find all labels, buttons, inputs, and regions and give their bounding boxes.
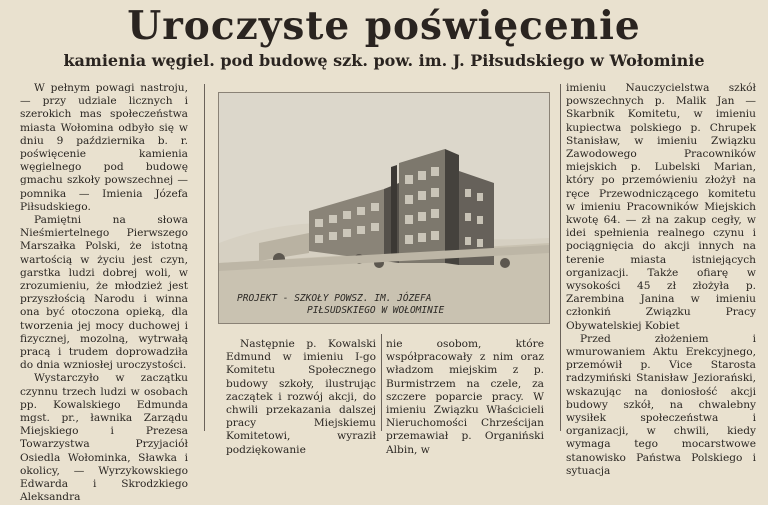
building-project-illustration: [218, 92, 550, 324]
article-column-1: [20, 82, 188, 505]
article-column-2: [226, 338, 376, 457]
page-title: Uroczyste poświęcenie: [127, 3, 641, 49]
paragraph: Wystarczyło w zaczątku czynnu trzech ludzi w osobach pp. Kowalskiego Edmunda mgst. pr., ławnika Zarządu Miejskiego i Prezesa Towarzystwa Przyjaciół Osiedla Wołominka, Sławka i okolicy, — Wyrzykowskiego Edwarda i Skrodzkiego Aleksandra: [20, 372, 188, 504]
paragraph: W pełnym powagi nastroju,— przy udziale licznych i szerokich mas społeczeństwa miasta Wołomina odbyło się w dniu 9 października b. r. poświęcenie kamienia węgielnego pod budowę gmachu szkoły powszechnej — pomnika — Imienia Józefa Piłsudskiego.: [20, 82, 188, 213]
paragraph: Pamiętni na słowa Nieśmiertelnego Pierwszego Marszałka Polski, że istotną wartością w życiu jest czyn, garstka ludzi dobrej woli, w zrozumieniu, że młodzież jest przyszłością Narodu i winna ona być otoczona opieką, dla tworzenia jej mocy duchowej i fizycznej, mozolną, wytrwałą pracą i trudem doprowadziła do dnia wzniosłej uroczystości.: [20, 214, 188, 372]
paragraph: Przed złożeniem i wmurowaniem Aktu Erekcyjnego, przemówił p. Vice Starosta radzymiński Stanisław Jeziorański, wskazując na doniosłość akcji budowy szkół, na chwalebny wysiłek społeczeństwa i organizacji, w chwili, kiedy wymaga tego mocarstwowe stanowisko Państwa Polskiego i sytuacja: [566, 332, 756, 477]
paragraph: nie osobom, które współpracowały z nim oraz władzom miejskim z p. Burmistrzem na czele, za szczere poparcie pracy. W imieniu Związku Właścicieli Nieruchomości Chrześcijan przemawiał p. Organiński Albin, w: [386, 338, 544, 456]
column-rule: [560, 84, 561, 431]
column-rule: [381, 334, 382, 431]
article-column-4: [566, 82, 756, 478]
page-subtitle: kamienia węgiel. pod budowę szk. pow. im. J. Piłsudskiego w Wołominie: [63, 51, 705, 70]
column-rule: [204, 84, 205, 431]
article-column-3: [386, 338, 544, 457]
paragraph: Następnie p. Kowalski Edmund w imieniu I-go Komitetu Społecznego budowy szkoły, ilustrując zaczątek i rozwój akcji, do chwili przekazania dalszej pracy Miejskiemu Komitetowi, wyraził podziękowanie: [226, 338, 376, 456]
photo-caption-line: PROJEKT - SZKOŁY POWSZ. IM. JÓZEFA: [237, 293, 432, 304]
paragraph: imieniu Nauczycielstwa szkół powszechnych p. Malik Jan — Skarbnik Komitetu, w imieniu kupiectwa polskiego p. Chrupek Stanisław, w imieniu Związku Zawodowego Pracowników miejskich p. Lubelski Marian, który po przemówieniu złożył na ręce Przewodniczącego komitetu w imieniu Pracowników Miejskich kwotę 64. — zł na zakup cegły, w idei spełnienia realnego czynu i pociągnięcia do akcji innych na terenie miasta istniejących organizacji. Także ofiarę w wysokości 45 zł złożyła p. Zarembina Janina w imieniu członkiń Związku Pracy Obywatelskiej Kobiet: [566, 82, 756, 332]
photo-caption-line: PIŁSUDSKIEGO W WOŁOMINIE: [307, 305, 445, 316]
